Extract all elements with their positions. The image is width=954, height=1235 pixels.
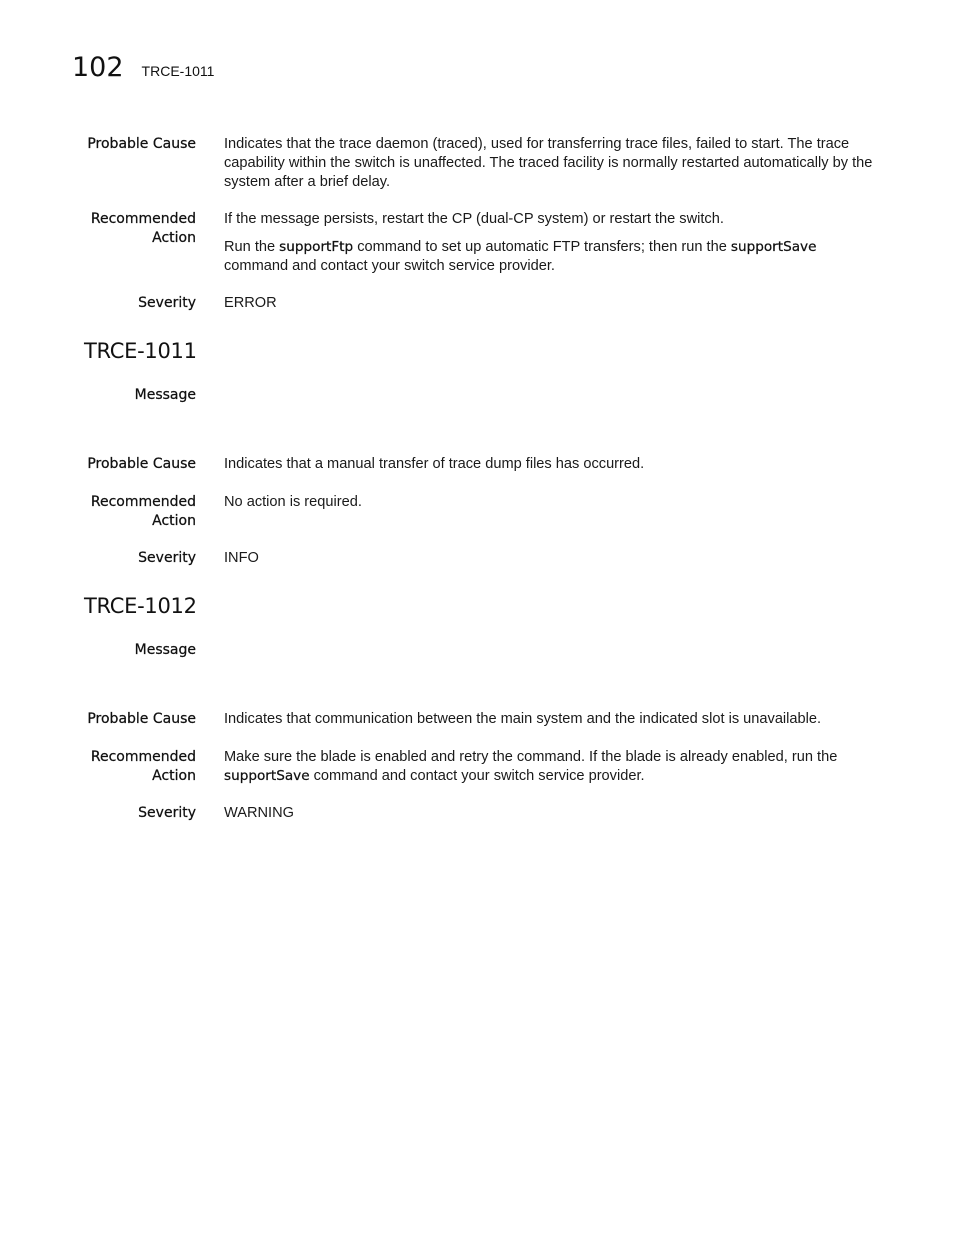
recommended-action-label [46, 748, 196, 786]
action-text-fragment: Make sure the blade is enabled and retry the command. If the blade is already enabled, run the [224, 749, 838, 765]
severity-value: WARNING [224, 805, 294, 821]
action-paragraph-2 [224, 238, 874, 276]
severity-value: ERROR [224, 295, 277, 311]
page-header [72, 52, 214, 83]
severity-label: Severity [138, 805, 196, 821]
recommended-label-line1: Recommended [90, 211, 196, 227]
action-text-fragment: command and contact your switch service provider. [224, 258, 555, 274]
message-label: Message [134, 387, 196, 403]
command-supportftp: supportFtp [279, 239, 354, 255]
recommended-action-label [46, 493, 196, 531]
recommended-label-line2: Action [152, 230, 196, 246]
severity-label: Severity [138, 550, 196, 566]
section-heading-trce-1011: TRCE-1011 [84, 339, 197, 363]
recommended-action-text [224, 210, 874, 285]
page-number: 102 [72, 52, 124, 83]
recommended-label-line2: Action [152, 768, 196, 784]
probable-cause-label: Probable Cause [87, 136, 196, 152]
probable-cause-text [224, 135, 874, 201]
recommended-label-line1: Recommended [90, 494, 196, 510]
action-paragraph-1: If the message persists, restart the CP (dual-CP system) or restart the switch. [224, 211, 724, 227]
command-supportsave: supportSave [224, 768, 310, 784]
action-text-fragment: command to set up automatic FTP transfers; then run the [353, 239, 731, 255]
recommended-action-text: No action is required. [224, 494, 362, 510]
recommended-label-line1: Recommended [90, 749, 196, 765]
action-text-fragment: Run the [224, 239, 280, 255]
severity-label: Severity [138, 295, 196, 311]
probable-cause-text: Indicates that a manual transfer of trace dump files has occurred. [224, 456, 645, 472]
command-supportsave: supportSave [730, 239, 817, 255]
recommended-action-label [46, 210, 196, 248]
running-head: TRCE-1011 [141, 63, 215, 79]
probable-cause-text: Indicates that communication between the main system and the indicated slot is unavailable. [224, 711, 822, 727]
recommended-action-text [224, 748, 874, 786]
probable-cause-label: Probable Cause [87, 711, 196, 727]
probable-cause-label: Probable Cause [87, 456, 196, 472]
action-text-fragment: command and contact your switch service provider. [309, 768, 645, 784]
severity-value: INFO [224, 550, 259, 566]
recommended-label-line2: Action [152, 513, 196, 529]
section-heading-trce-1012: TRCE-1012 [84, 594, 197, 618]
probable-cause-paragraph: Indicates that the trace daemon (traced), used for transferring trace files, failed to start. The trace capability within the switch is unaffected. The traced facility is normally restarted automatically by the system after a brief delay. [224, 136, 873, 190]
message-label: Message [134, 642, 196, 658]
